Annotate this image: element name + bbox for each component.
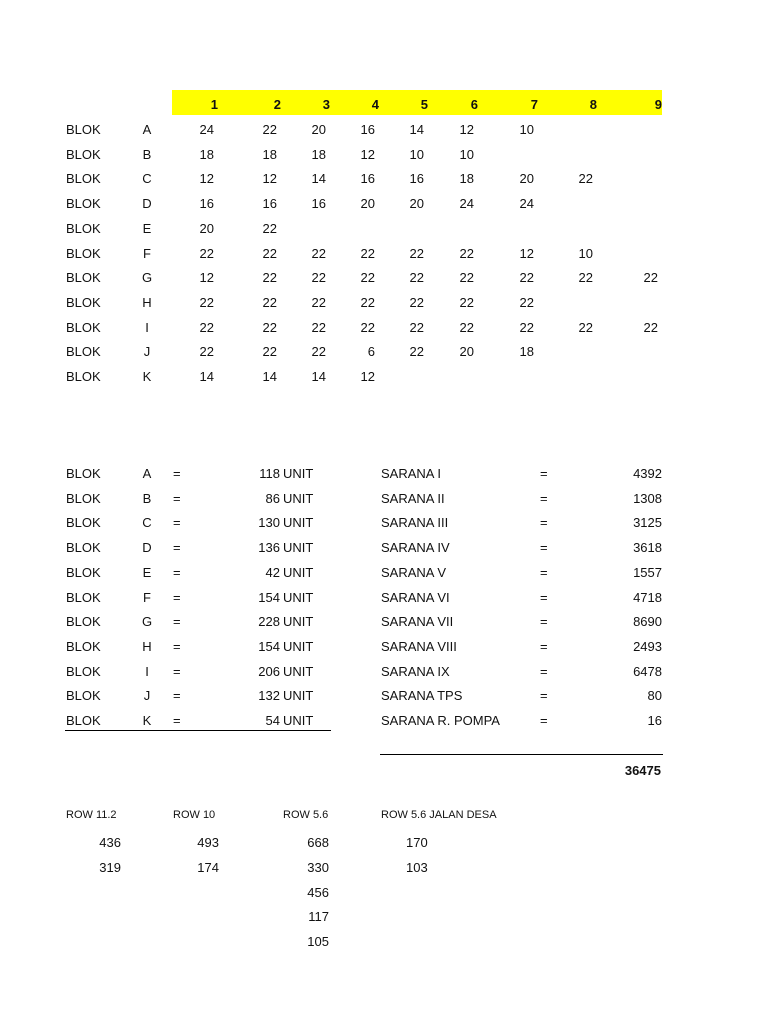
blok-summary-unit: UNIT [283,564,314,580]
grid-cell: 22 [360,245,375,261]
blok-summary-eq: = [173,540,181,556]
blok-summary-prefix: BLOK [66,540,101,556]
blok-summary-value: 42 [265,564,280,580]
row-value: 103 [406,859,428,875]
grid-cell: 22 [519,319,534,335]
blok-summary-letter: H [142,638,152,654]
grid-col-header: 3 [322,97,330,112]
grid-cell: 14 [262,369,277,384]
grid-row-prefix: BLOK [66,319,101,335]
grid-row-prefix: BLOK [66,369,101,384]
blok-summary-prefix: BLOK [66,564,101,580]
blok-summary-prefix: BLOK [66,638,101,654]
grid-cell: 22 [199,344,214,360]
row-value: 174 [197,859,219,875]
blok-summary-letter: D [142,540,152,556]
blok-summary-prefix: BLOK [66,589,101,605]
grid-cell: 20 [459,344,474,360]
grid-cell: 22 [643,319,658,335]
sarana-value: 80 [647,688,662,704]
grid-cell: 12 [360,369,375,384]
blok-summary-letter: I [145,663,149,679]
grid-cell: 22 [311,245,326,261]
sarana-eq: = [540,614,548,630]
sarana-eq: = [540,490,548,506]
grid-cell: 22 [459,245,474,261]
grid-cell: 16 [311,196,326,212]
grid-row-prefix: BLOK [66,146,101,162]
blok-summary-value: 136 [258,540,280,556]
blok-summary-unit: UNIT [283,589,314,605]
blok-summary-prefix: BLOK [66,713,101,728]
blok-summary-unit: UNIT [283,490,314,506]
grid-cell: 14 [199,369,214,384]
blok-summary-eq: = [173,589,181,605]
grid-cell: 16 [199,196,214,212]
grid-cell: 10 [519,122,534,137]
grid-cell: 12 [262,171,277,187]
grid-row-letter: A [142,122,152,137]
grid-cell: 22 [262,122,277,137]
blok-summary-unit: UNIT [283,638,314,654]
blok-summary-letter: E [142,564,152,580]
row-col-label: ROW 5.6 [283,809,329,821]
blok-summary-prefix: BLOK [66,614,101,630]
grid-row-prefix: BLOK [66,294,101,310]
blok-summary-unit: UNIT [283,688,314,704]
blok-summary-letter: B [142,490,152,506]
blok-summary-letter: G [141,614,153,630]
grid-cell: 22 [578,171,593,187]
grid-cell: 22 [519,270,534,286]
sarana-value: 1557 [633,564,662,580]
grid-row-letter: K [142,369,152,384]
grid-cell: 22 [360,270,375,286]
grid-cell: 22 [643,270,658,286]
grid-cell: 24 [199,122,214,137]
grid-cell: 14 [311,171,326,187]
grid-cell: 6 [367,344,375,360]
grid-row-letter: G [141,270,153,286]
blok-summary-letter: K [142,713,152,728]
grid-cell: 12 [360,146,375,162]
grid-cell: 18 [311,146,326,162]
row-col-label: ROW 10 [173,809,216,821]
grid-cell: 22 [262,270,277,286]
blok-summary-prefix: BLOK [66,515,101,531]
grid-cell: 16 [409,171,424,187]
grid-cell: 12 [459,122,474,137]
row-value: 170 [406,835,428,850]
blok-summary-value: 154 [258,638,280,654]
blok-summary-eq: = [173,564,181,580]
grid-cell: 18 [262,146,277,162]
blok-summary-letter: F [143,589,151,605]
sarana-eq: = [540,589,548,605]
grid-cell: 16 [360,122,375,137]
grid-cell: 22 [199,294,214,310]
sarana-label: SARANA IX [381,663,450,679]
sarana-eq: = [540,638,548,654]
sarana-value: 8690 [633,614,662,630]
grid-cell: 22 [409,270,424,286]
grid-cell: 24 [459,196,474,212]
grid-cell: 18 [519,344,534,360]
sarana-eq: = [540,540,548,556]
blok-summary-underline [65,730,331,731]
grid-col-header: 8 [589,97,597,112]
sarana-value: 4718 [633,589,662,605]
blok-summary-value: 132 [258,688,280,704]
grid-row-letter: C [142,171,152,187]
blok-summary-prefix: BLOK [66,466,101,481]
grid-row-letter: J [143,344,151,360]
sarana-value: 3618 [633,540,662,556]
grid-cell: 22 [311,294,326,310]
sarana-eq: = [540,663,548,679]
grid-cell: 22 [459,270,474,286]
row-value: 117 [308,909,329,925]
row-value: 105 [307,934,329,950]
row-col-label: ROW 5.6 JALAN DESA [381,809,497,821]
grid-cell: 20 [199,220,214,236]
grid-cell: 22 [519,294,534,310]
grid-row-prefix: BLOK [66,245,101,261]
grid-cell: 22 [409,319,424,335]
sarana-label: SARANA TPS [381,688,463,704]
sarana-value: 16 [647,713,662,728]
grid-cell: 20 [409,196,424,212]
sarana-label: SARANA I [381,466,441,481]
grid-row-prefix: BLOK [66,220,101,236]
grid-col-header: 4 [371,97,379,112]
blok-summary-value: 154 [258,589,280,605]
grid-cell: 10 [578,245,593,261]
grid-cell: 22 [199,319,214,335]
grid-cell: 22 [360,319,375,335]
blok-summary-value: 54 [265,713,280,728]
grid-row-prefix: BLOK [66,344,101,360]
grid-cell: 12 [519,245,534,261]
grid-col-header: 9 [654,97,662,112]
grid-cell: 16 [262,196,277,212]
grid-col-header: 5 [420,97,428,112]
grid-row-prefix: BLOK [66,122,101,137]
grid-cell: 22 [409,294,424,310]
grid-cell: 20 [360,196,375,212]
blok-summary-prefix: BLOK [66,663,101,679]
grid-row-prefix: BLOK [66,270,101,286]
grid-cell: 22 [199,245,214,261]
grid-cell: 14 [409,122,424,137]
blok-summary-prefix: BLOK [66,688,101,704]
blok-summary-unit: UNIT [283,663,314,679]
blok-summary-value: 130 [258,515,280,531]
sarana-eq: = [540,713,548,728]
row-value: 668 [307,835,329,850]
blok-summary-eq: = [173,713,181,728]
grid-col-header: 2 [273,97,281,112]
sarana-label: SARANA VII [381,614,454,630]
grid-cell: 10 [459,146,474,162]
sarana-value: 3125 [633,515,662,531]
grid-cell: 22 [578,319,593,335]
sarana-label: SARANA VIII [381,638,457,654]
sarana-total-line [380,754,663,755]
sarana-label: SARANA R. POMPA [381,713,500,728]
blok-summary-eq: = [173,466,181,481]
blok-summary-value: 86 [265,490,280,506]
grid-row-letter: I [145,319,149,335]
blok-summary-prefix: BLOK [66,490,101,506]
grid-cell: 22 [262,344,277,360]
blok-summary-eq: = [173,614,181,630]
grid-cell: 22 [409,245,424,261]
grid-row-letter: E [142,220,152,236]
blok-summary-letter: J [143,688,151,704]
sarana-label: SARANA VI [381,589,450,605]
row-value: 319 [99,859,121,875]
grid-cell: 10 [409,146,424,162]
sarana-label: SARANA III [381,515,449,531]
grid-col-header: 7 [530,97,538,112]
blok-summary-eq: = [173,490,181,506]
blok-summary-eq: = [173,663,181,679]
row-value: 456 [307,884,329,900]
sarana-eq: = [540,515,548,531]
sarana-value: 2493 [633,638,662,654]
grid-cell: 18 [199,146,214,162]
sarana-value: 4392 [633,466,662,481]
grid-cell: 22 [262,294,277,310]
grid-cell: 22 [360,294,375,310]
blok-summary-unit: UNIT [283,540,314,556]
grid-cell: 22 [409,344,424,360]
grid-cell: 14 [311,369,326,384]
sarana-label: SARANA II [381,490,445,506]
grid-cell: 22 [459,294,474,310]
grid-row-prefix: BLOK [66,196,101,212]
grid-cell: 20 [311,122,326,137]
grid-cell: 22 [262,220,277,236]
blok-summary-eq: = [173,515,181,531]
blok-summary-value: 228 [258,614,280,630]
grid-cell: 20 [519,171,534,187]
blok-summary-eq: = [173,638,181,654]
grid-cell: 22 [459,319,474,335]
row-value: 436 [99,835,121,850]
grid-row-prefix: BLOK [66,171,101,187]
grid-row-letter: H [142,294,152,310]
sarana-value: 1308 [633,490,662,506]
grid-col-header: 6 [470,97,478,112]
grid-row-letter: D [142,196,152,212]
blok-summary-eq: = [173,688,181,704]
sarana-label: SARANA IV [381,540,450,556]
blok-summary-unit: UNIT [283,614,314,630]
grid-cell: 22 [311,319,326,335]
blok-summary-unit: UNIT [283,515,314,531]
grid-row-letter: B [142,146,152,162]
blok-summary-value: 118 [259,466,280,481]
grid-cell: 18 [459,171,474,187]
blok-summary-letter: C [142,515,152,531]
row-value: 493 [197,835,219,850]
grid-row-letter: F [143,245,151,261]
sarana-label: SARANA V [381,564,447,580]
blok-summary-value: 206 [258,663,280,679]
sarana-eq: = [540,466,548,481]
sarana-eq: = [540,688,548,704]
grid-cell: 22 [578,270,593,286]
grid-col-header: 1 [210,97,218,112]
blok-summary-unit: UNIT [283,713,314,728]
grid-cell: 22 [311,344,326,360]
sarana-total: 36475 [624,763,661,778]
grid-cell: 16 [360,171,375,187]
grid-cell: 24 [519,196,534,212]
sarana-value: 6478 [633,663,662,679]
row-value: 330 [307,859,329,875]
grid-cell: 22 [262,319,277,335]
sarana-eq: = [540,564,548,580]
grid-cell: 12 [199,171,214,187]
row-col-label: ROW 11.2 [66,809,117,821]
blok-summary-letter: A [142,466,152,481]
blok-summary-unit: UNIT [283,466,314,481]
grid-cell: 12 [199,270,214,286]
grid-cell: 22 [311,270,326,286]
grid-cell: 22 [262,245,277,261]
